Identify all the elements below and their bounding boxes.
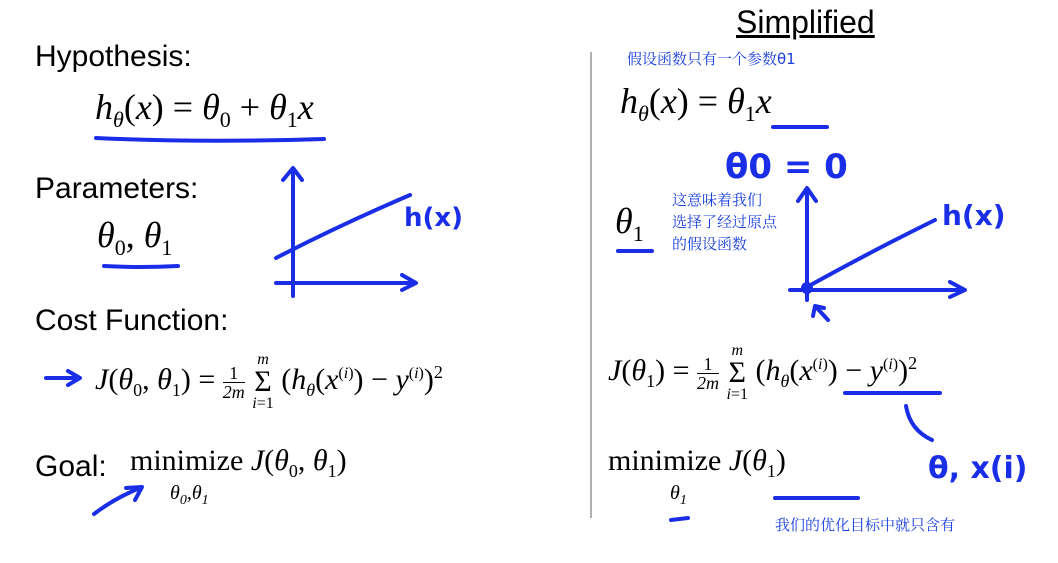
cost-pointer — [906, 406, 932, 440]
cost-function-formula: $J(\theta_0$, $\theta_1$) = $\frac{1}{2m}$ m Σ i=1 $(h_\theta(x^{(i)}) - y^{(i)})^2$ — [95, 351, 443, 412]
goal-arrow — [94, 488, 140, 514]
note-origin-line-2: 选择了经过原点 — [672, 213, 778, 231]
simplified-parameter: $\theta_1$ — [615, 201, 644, 247]
theta0-equals-zero: θ0 = 0 — [725, 147, 848, 187]
goal-formula: minimize $J(\theta_0$, $\theta_1$) — [130, 444, 347, 481]
note-origin-line-3: 的假设函数 — [672, 235, 748, 253]
theta-x-annotation: θ, x(i) — [928, 451, 1028, 486]
note-one-parameter: 假设函数只有一个参数θ1 — [627, 50, 796, 68]
origin-point — [801, 282, 813, 294]
left-graph-label: h(x) — [404, 203, 464, 233]
subscript-underline — [671, 518, 688, 520]
right-graph-label: h(x) — [942, 199, 1006, 232]
parameters-formula: $\theta_0$, $\theta_1$ — [97, 215, 173, 261]
note-bottom: 我们的优化目标中就只含有 — [775, 516, 956, 534]
goal-label: Goal: — [35, 450, 107, 483]
simplified-hypothesis-formula: $h_\theta(x) = \theta_1x$ — [620, 81, 772, 127]
cost-function-label: Cost Function: — [35, 304, 229, 337]
simplified-title: Simplified — [736, 4, 875, 40]
simplified-goal-subscript: $\theta_1$ — [670, 482, 687, 508]
hypothesis-underline — [96, 138, 324, 141]
hypothesis-label: Hypothesis: — [35, 40, 192, 73]
note-origin-line-1: 这意味着我们 — [672, 191, 763, 209]
right-graph-line — [807, 220, 935, 287]
parameters-label: Parameters: — [35, 172, 199, 205]
simplified-cost-formula: $J(\theta_1)$ = $\frac{1}{2m}$ m Σ i=1 $(h_\theta(x^{(i)}) - y^{(i)})^2$ — [608, 342, 918, 403]
simplified-goal-formula: minimize $J(\theta_1)$ — [608, 444, 786, 481]
left-graph-line — [276, 195, 410, 258]
hypothesis-formula: $h_\theta(x) = \theta_0 + \theta_1x$ — [95, 87, 314, 133]
parameters-underline — [104, 266, 178, 267]
goal-subscript: $\theta_0,\theta_1$ — [170, 482, 209, 508]
